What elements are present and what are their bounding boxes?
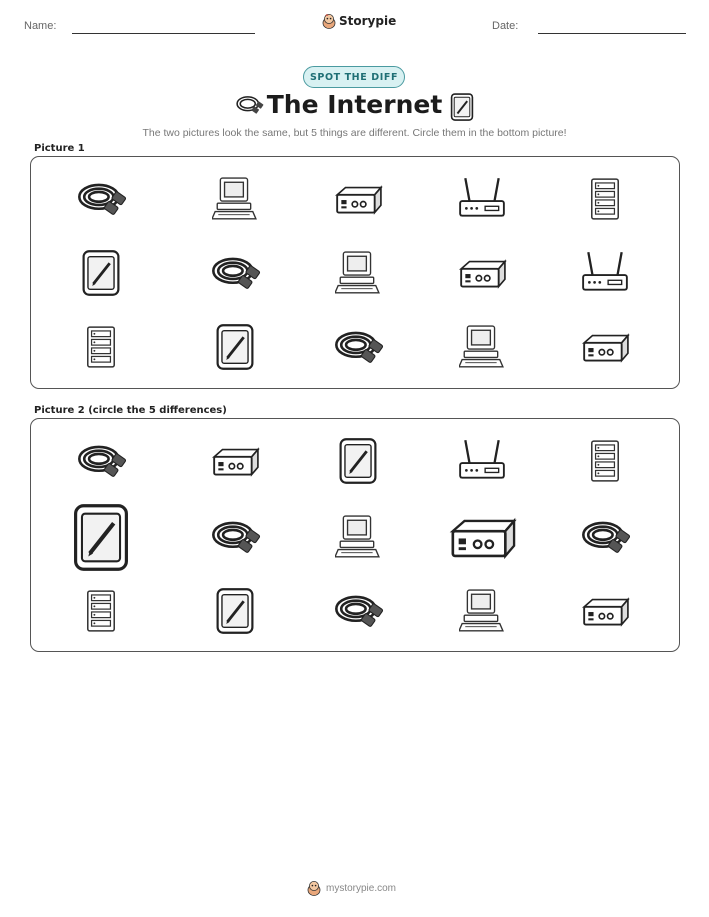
name-label: Name: — [24, 20, 57, 32]
server-icon — [588, 177, 622, 221]
picture2-label: Picture 2 (circle the 5 differences) — [34, 405, 227, 416]
storypie-mascot-icon — [307, 880, 321, 896]
cable-icon — [332, 325, 384, 369]
computer-icon[interactable] — [459, 588, 505, 634]
picture1-label: Picture 1 — [34, 143, 85, 154]
computer-icon — [212, 176, 258, 222]
name-line[interactable] — [72, 33, 255, 34]
title-tablet-icon — [449, 92, 475, 127]
computer-icon[interactable] — [335, 514, 381, 560]
modem-icon — [333, 182, 383, 216]
cable-icon — [75, 177, 127, 221]
footer — [307, 880, 396, 896]
modem-icon[interactable] — [210, 444, 260, 478]
page-title: The Internet — [266, 90, 443, 119]
cable-icon[interactable] — [75, 439, 127, 483]
modem-icon[interactable] — [447, 513, 517, 561]
date-line[interactable] — [538, 33, 686, 34]
footer-site: mystorypie.com — [326, 882, 397, 894]
router-icon — [580, 250, 630, 296]
computer-icon — [335, 250, 381, 296]
picture1-panel — [30, 156, 680, 389]
tablet-icon[interactable] — [66, 501, 136, 574]
instructions: The two pictures look the same, but 5 things are different. Circle them in the bottom picture! — [142, 127, 567, 139]
router-icon — [457, 176, 507, 222]
tablet-icon — [211, 322, 259, 372]
tablet-icon[interactable] — [211, 586, 259, 636]
computer-icon — [459, 324, 505, 370]
modem-icon[interactable] — [580, 594, 630, 628]
date-label: Date: — [492, 20, 519, 32]
server-icon[interactable] — [588, 439, 622, 483]
brand-logo — [322, 13, 396, 29]
cable-icon[interactable] — [209, 515, 261, 559]
tablet-icon[interactable] — [334, 436, 382, 486]
cable-icon — [209, 251, 261, 295]
cable-icon[interactable] — [579, 515, 631, 559]
tablet-icon — [77, 248, 125, 298]
brand-name: Storypie — [339, 14, 397, 28]
cable-icon[interactable] — [332, 589, 384, 633]
server-icon[interactable] — [84, 589, 118, 633]
picture2-panel[interactable] — [30, 418, 680, 652]
modem-icon — [580, 330, 630, 364]
router-icon[interactable] — [457, 438, 507, 484]
spot-the-diff-badge: SPOT THE DIFF — [303, 66, 405, 88]
server-icon — [84, 325, 118, 369]
modem-icon — [457, 256, 507, 290]
storypie-mascot-icon — [322, 13, 336, 29]
